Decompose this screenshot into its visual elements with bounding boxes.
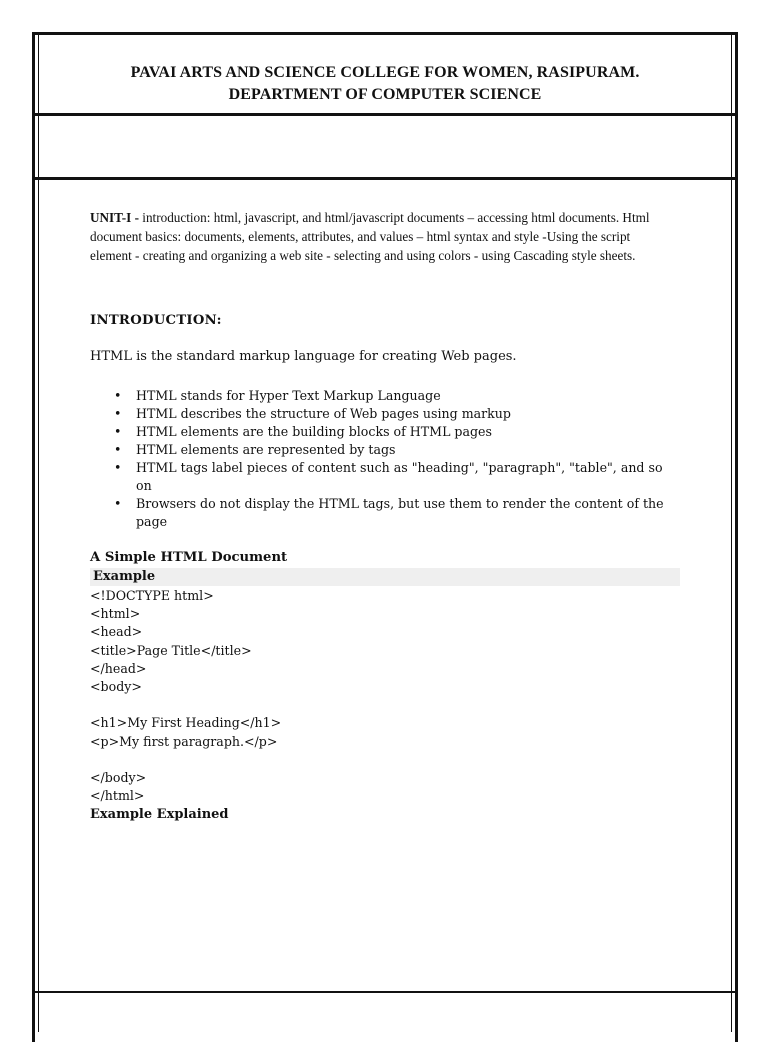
footer-rule <box>35 991 735 993</box>
header-bottom-rule <box>35 113 735 116</box>
code-line: <title>Page Title</title> <box>90 642 252 658</box>
frame-inner-right-rule <box>731 32 732 1032</box>
list-item-text: HTML stands for Hyper Text Markup Language <box>136 388 441 403</box>
code-line <box>90 751 281 769</box>
example-explained-heading: Example Explained <box>90 807 229 822</box>
code-line: <!DOCTYPE html> <box>90 588 214 603</box>
introduction-text: HTML is the standard markup language for creating Web pages. <box>90 349 517 364</box>
code-line: </head> <box>90 660 147 676</box>
bullet-icon: • <box>114 388 122 403</box>
code-line <box>90 696 281 714</box>
bullet-icon: • <box>114 442 122 457</box>
list-item <box>90 387 670 405</box>
unit-syllabus <box>90 208 670 265</box>
list-item-text: Browsers do not display the HTML tags, but use them to render the content of the page <box>136 496 664 529</box>
example-code-block <box>90 587 281 805</box>
list-item-text: HTML tags label pieces of content such as "heading", "paragraph", "table", and so on <box>136 460 663 493</box>
list-item <box>90 423 670 441</box>
bullet-icon: • <box>114 424 122 439</box>
code-line: <head> <box>90 624 143 640</box>
list-item <box>90 459 670 495</box>
list-item-text: HTML elements are represented by tags <box>136 442 396 457</box>
introduction-heading: INTRODUCTION: <box>90 313 222 328</box>
list-item-text: HTML describes the structure of Web pages using markup <box>136 406 511 421</box>
unit-label: UNIT-I - <box>90 210 143 225</box>
frame-inner-left-rule <box>38 32 39 1032</box>
code-line: <html> <box>90 606 141 622</box>
college-name: PAVAI ARTS AND SCIENCE COLLEGE FOR WOMEN, RASIPURAM. <box>130 64 640 81</box>
code-line: <body> <box>90 678 142 694</box>
list-item <box>90 441 670 459</box>
unit-syllabus-text: introduction: html, javascript, and html/javascript documents – accessing html documents. Html document basics: documents, elements, attributes, and values – html syntax and style -Using the script element - creating and organizing a web site - selecting and using colors - using Cascading style sheets. <box>90 210 650 263</box>
example-label: Example <box>93 569 156 584</box>
bullet-icon: • <box>114 460 122 475</box>
code-line: <h1>My First Heading</h1> <box>90 715 282 731</box>
page-frame <box>32 32 738 1042</box>
list-item <box>90 495 670 531</box>
department-name: DEPARTMENT OF COMPUTER SCIENCE <box>228 86 542 103</box>
bullet-icon: • <box>114 406 122 421</box>
code-line: <p>My first paragraph.</p> <box>90 733 278 749</box>
html-facts-list <box>90 387 670 531</box>
list-item-text: HTML elements are the building blocks of HTML pages <box>136 424 492 439</box>
code-line: </html> <box>90 788 145 804</box>
list-item <box>90 405 670 423</box>
band-bottom-rule <box>35 177 735 180</box>
bullet-icon: • <box>114 496 122 511</box>
section-title: A Simple HTML Document <box>90 550 288 565</box>
code-line: </body> <box>90 769 147 785</box>
example-label-band <box>90 568 680 586</box>
